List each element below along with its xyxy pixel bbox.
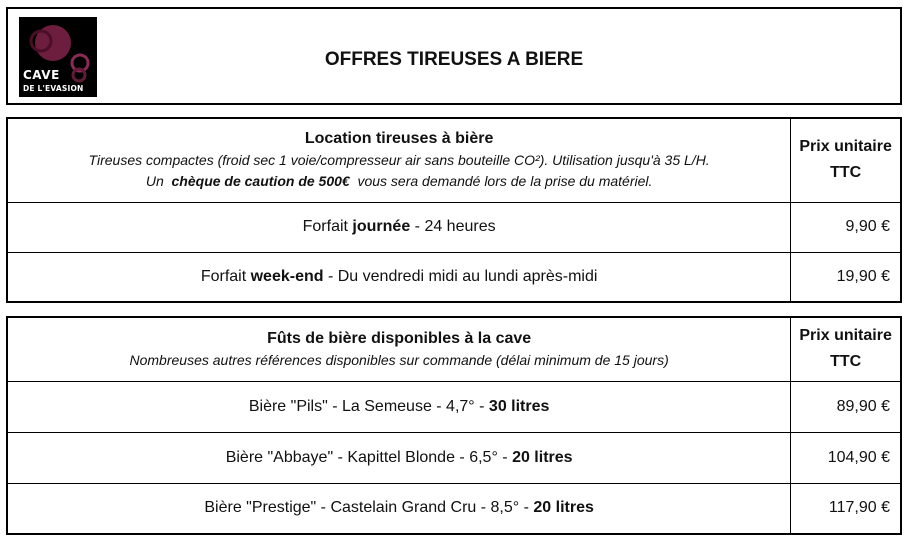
table-row bbox=[7, 252, 901, 302]
price-header-line1: Prix unitaire bbox=[799, 138, 892, 156]
item-suffix: - Du vendredi midi au lundi après-midi bbox=[323, 267, 598, 285]
item-prefix: Forfait bbox=[200, 267, 251, 285]
item-volume: 20 litres bbox=[512, 448, 573, 466]
deposit-amount: chèque de caution de 500€ bbox=[171, 173, 350, 190]
price-header-line2: TTC bbox=[830, 353, 862, 371]
location-item-day bbox=[7, 202, 791, 252]
kegs-header-row bbox=[7, 317, 901, 381]
location-table bbox=[6, 117, 902, 303]
table-row bbox=[7, 483, 901, 534]
kegs-title: Fûts de bière disponibles à la cave bbox=[267, 329, 532, 347]
kegs-table bbox=[6, 316, 902, 535]
location-item-weekend bbox=[7, 252, 791, 302]
header-box bbox=[6, 7, 902, 105]
location-price-header bbox=[791, 118, 901, 202]
item-volume: 30 litres bbox=[488, 397, 550, 415]
table-row bbox=[7, 202, 901, 252]
item-bold: journée bbox=[352, 218, 411, 235]
item-text: Bière "Prestige" - Castelain Grand Cru - 8,5° - bbox=[204, 499, 534, 517]
keg-price-pils: 89,90 € bbox=[791, 381, 901, 432]
price-header-line1: Prix unitaire bbox=[799, 327, 892, 345]
location-title: Location tireuses à bière bbox=[304, 130, 494, 148]
keg-item-pils bbox=[7, 381, 791, 432]
keg-item-prestige bbox=[7, 483, 791, 534]
item-bold: week-end bbox=[250, 267, 324, 285]
logo-text-cave: CAVE bbox=[23, 68, 60, 82]
price-header-line2: TTC bbox=[830, 164, 862, 182]
location-header-row bbox=[7, 118, 901, 202]
location-price-day: 9,90 € bbox=[791, 202, 901, 252]
location-deposit-note bbox=[8, 171, 790, 192]
location-subtitle: Tireuses compactes (froid sec 1 voie/compresseur air sans bouteille CO²). Utilisation jusqu'à 35 L/H. bbox=[88, 152, 710, 169]
location-price-weekend: 19,90 € bbox=[791, 252, 901, 302]
item-text: Bière "Abbaye" - Kapittel Blonde - 6,5° - bbox=[225, 448, 513, 466]
keg-price-prestige: 117,90 € bbox=[791, 483, 901, 534]
logo-text-evasion: DE L'EVASION bbox=[23, 84, 84, 93]
table-row bbox=[7, 381, 901, 432]
kegs-subtitle: Nombreuses autres références disponibles sur commande (délai minimum de 15 jours) bbox=[129, 351, 669, 368]
keg-price-abbaye: 104,90 € bbox=[791, 432, 901, 483]
item-volume: 20 litres bbox=[533, 499, 594, 517]
deposit-text-after: vous sera demandé lors de la prise du matériel. bbox=[357, 173, 653, 190]
page-title: OFFRES TIREUSES A BIERE bbox=[324, 49, 584, 70]
item-suffix: - 24 heures bbox=[410, 218, 496, 235]
location-description-cell bbox=[7, 118, 791, 202]
item-text: Bière "Pils" - La Semeuse - 4,7° - bbox=[248, 397, 489, 415]
keg-item-abbaye bbox=[7, 432, 791, 483]
kegs-description-cell bbox=[7, 317, 791, 381]
deposit-text-before: Un bbox=[145, 173, 164, 190]
table-row bbox=[7, 432, 901, 483]
kegs-price-header bbox=[791, 317, 901, 381]
item-prefix: Forfait bbox=[302, 218, 353, 235]
